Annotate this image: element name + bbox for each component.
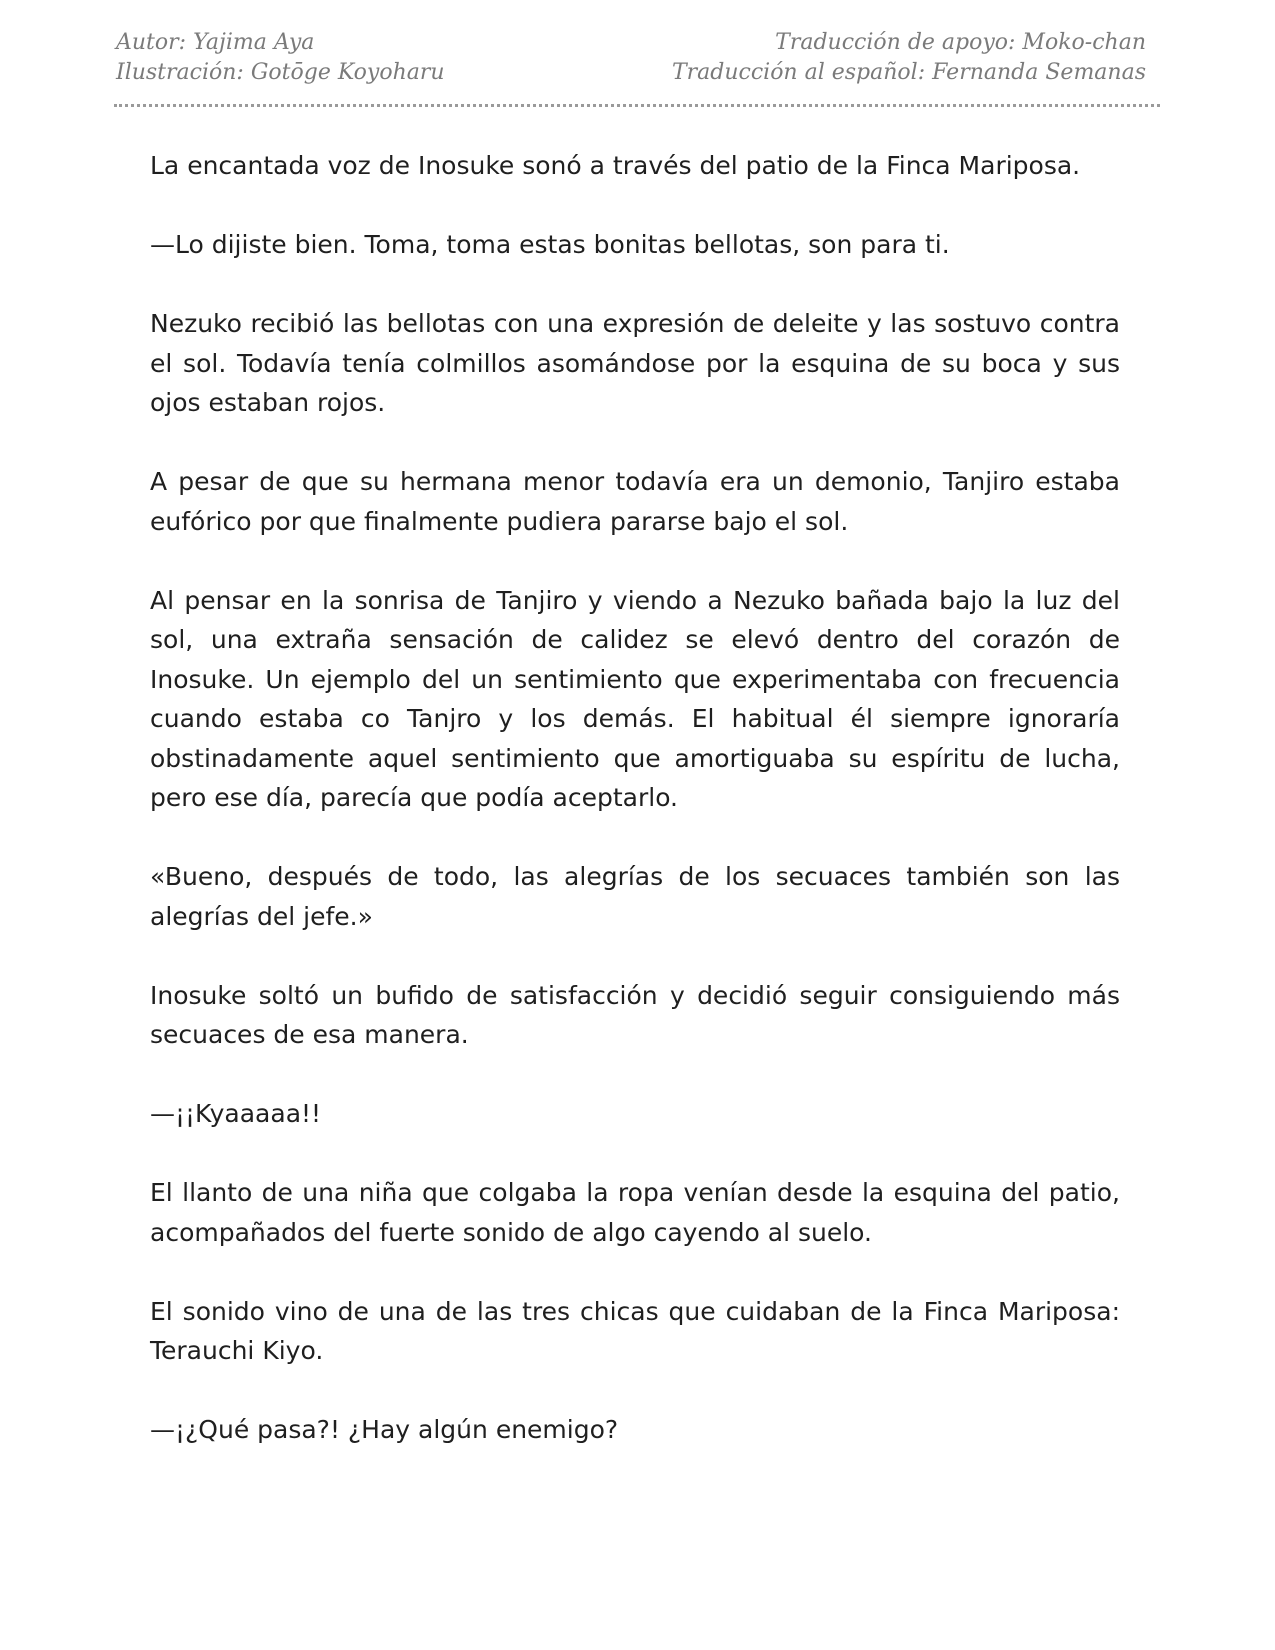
paragraph: El sonido vino de una de las tres chicas que cuidaban de la Finca Mariposa: Terauchi Kiyo. xyxy=(150,1296,1120,1365)
support-translation-credit: Traducción de apoyo: Moko-chan xyxy=(775,30,1146,55)
page-body xyxy=(150,146,1120,1450)
spanish-translation-credit: Traducción al español: Fernanda Semanas xyxy=(671,60,1146,85)
paragraph: Nezuko recibió las bellotas con una expresión de deleite y las sostuvo contra el sol. Todavía tenía colmillos asomándose por la esquina de su boca y sus ojos estaban rojos. xyxy=(150,309,1120,417)
illustration-credit: Ilustración: Gotōge Koyoharu xyxy=(116,60,445,85)
paragraph: «Bueno, después de todo, las alegrías de los secuaces también son las alegrías del jefe.» xyxy=(150,862,1120,931)
page-header xyxy=(116,28,1146,92)
paragraph: —¡¿Qué pasa?! ¿Hay algún enemigo? xyxy=(150,1415,619,1444)
paragraph: La encantada voz de Inosuke sonó a través del patio de la Finca Mariposa. xyxy=(150,151,1081,180)
paragraph: Inosuke soltó un bufido de satisfacción y decidió seguir consiguiendo más secuaces de esa manera. xyxy=(150,980,1120,1049)
paragraph: Al pensar en la sonrisa de Tanjiro y viendo a Nezuko bañada bajo la luz del sol, una extraña sensación de calidez se elevó dentro del corazón de Inosuke. Un ejemplo del un sentimiento que experimentaba con frecuencia cuando estaba co Tanjro y los demás. El habitual él siempre ignoraría obstinadamente aquel sentimiento que amortiguaba su espíritu de lucha, pero ese día, parecía que podía aceptarlo. xyxy=(150,585,1120,812)
paragraph: A pesar de que su hermana menor todavía era un demonio, Tanjiro estaba eufórico por que finalmente pudiera pararse bajo el sol. xyxy=(150,467,1120,536)
header-divider xyxy=(114,104,1160,107)
paragraph: —¡¡Kyaaaaa!! xyxy=(150,1099,322,1128)
paragraph: —Lo dijiste bien. Toma, toma estas bonitas bellotas, son para ti. xyxy=(150,230,950,259)
header-credits-right xyxy=(672,28,1146,88)
paragraph: El llanto de una niña que colgaba la ropa venían desde la esquina del patio, acompañados del fuerte sonido de algo cayendo al suelo. xyxy=(150,1178,1120,1247)
header-credits-left xyxy=(116,28,445,88)
author-credit: Autor: Yajima Aya xyxy=(116,30,315,55)
